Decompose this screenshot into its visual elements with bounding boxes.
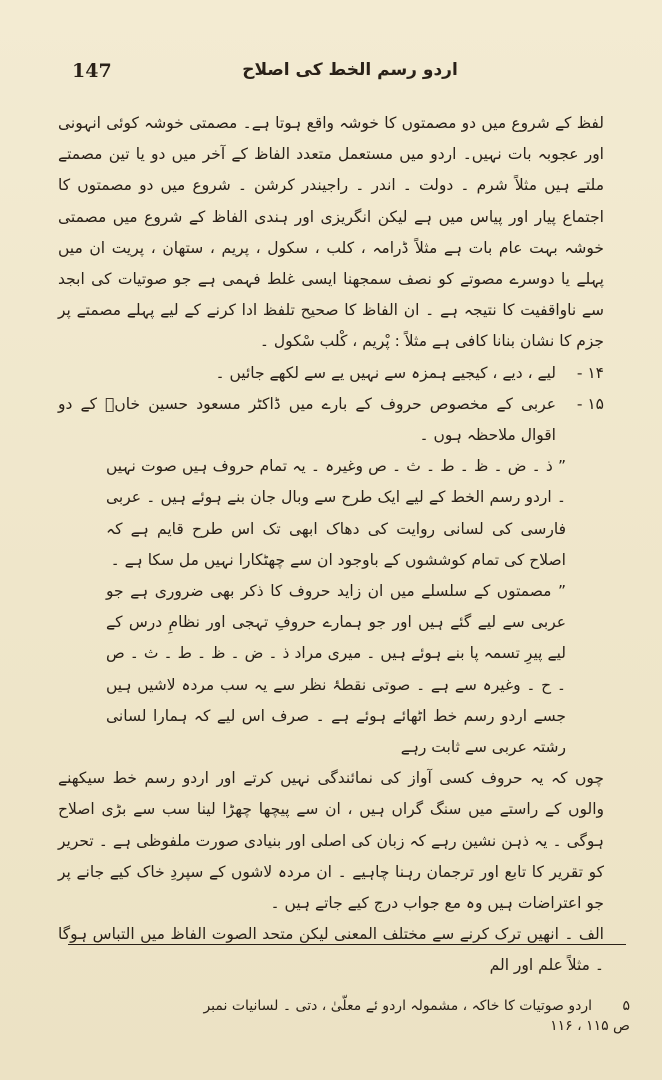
paragraph-1: لفظ کے شروع میں دو مصمتوں کا خوشہ واقع ہوتا ہے۔ مصمتی خوشہ کوئی انہونی اور عجوبہ بات نہیں۔ اردو میں مستعمل متعدد الفاظ کے آخر میں دو یا تین مصمتے ملتے ہیں مثلاً شرم ۔ دولت ۔ اندر ۔ راجیندر کرشن ۔ شروع میں دو مصمتوں کا اجتماع پیار اور پیاس میں ہے لیکن انگریزی اور ہندی الفاظ کے شروع میں مصمتی خوشہ بہت عام بات ہے مثلاً ڈرامہ ، کلب ، سکول ، پریم ، ستھان ، پریت ان میں پہلے یا دوسرے مصوتے کو نصف سمجھنا ایسی غلط فہمی ہے جو صوتیات کی ابجد سے ناواقفیت کا نتیجہ ہے ۔ ان الفاظ کا صحیح تلفظ ادا کرنے کے لیے پہلے مصمتے پر جزم کا نشان بنانا کافی ہے مثلاً : پْریم ، کْلب سْکول ۔	[58, 114, 604, 351]
quotation-2: ” مصمتوں کے سلسلے میں ان زاید حروف کا ذکر بھی ضروری ہے جو عربی سے لیے گئے ہیں اور جو ہمارے حروفِ تہجی اور نظامِ درس کے لیے پیرِ تسمہ پا بنے ہوئے ہیں ۔ میری مراد ذ ۔ ض ۔ ظ ۔ ط ۔ ث ۔ ص ۔ ح ۔ وغیرہ سے ہے ۔ صوتی نقطۂ نظر سے یہ سب مردہ لاشیں ہیں جسے اردو رسم خط اٹھائے ہوئے ہے ۔ صرف اس لیے کہ ہمارا لسانی رشتہ عربی سے ثابت رہے	[106, 582, 566, 757]
running-title: اردو رسم الخط کی اصلاح	[242, 60, 458, 80]
footnote-text: اردو صوتیات کا خاکہ ، مشمولہ اردو ئے معلّیٰ ، دتی ۔ لسانیات نمبر ص ۱۱۵ ، ۱۱۶	[203, 998, 630, 1034]
paragraph-2: چوں کہ یہ حروف کسی آواز کی نمائندگی نہیں کرتے اور اردو رسم خط سیکھنے والوں کے راستے میں سنگ گراں ہیں ، ان سے پیچھا چھڑا لینا سب سے بڑی اصلاح ہوگی ۔ یہ ذہن نشین رہے کہ زبان کی اصلی اور بنیادی صورت ملفوظی ہے ۔ تحریر کو تقریر کا تابع اور ترجمان رہنا چاہیے ۔ ان مردہ لاشوں کے سپردِ خاک کیے جانے پر جو اعتراضات ہیں وہ مع جواب درج کیے جاتے ہیں ۔	[58, 769, 604, 913]
list-number-14: ۱۴ -	[576, 363, 604, 382]
page-header	[0, 60, 662, 94]
quotation-1: ” ذ ۔ ض ۔ ظ ۔ ط ۔ ث ۔ ص وغیرہ ۔ یہ تمام حروف ہیں صوت نہیں ۔ اردو رسم الخط کے لیے ایک طرح سے وبال جان بنے ہوئے ہیں ۔ عربی فارسی کی لسانی روایت کی دھاک ابھی تک اس طرح قایم ہے کہ اصلاح کی تمام کوششوں کے باوجود ان سے چھٹکارا نہیں مل سکا ہے ۔	[106, 457, 566, 569]
list-item-15	[58, 389, 604, 451]
list-text-15: عربی کے مخصوص حروف کے بارے میں ڈاکٹر مسعود حسین خاںؔ کے دو اقوال ملاحظہ ہوں ۔	[58, 394, 556, 445]
list-item-14	[58, 358, 604, 389]
footnote-marker: ۵	[622, 998, 630, 1014]
main-text	[58, 108, 604, 982]
footnote-divider	[68, 944, 626, 945]
footnote	[190, 996, 630, 1036]
page-number: 147	[72, 60, 112, 82]
list-number-15: ۱۵ -	[576, 394, 604, 413]
list-text-14: لیے ، دیے ، کیجیے ہمزہ سے نہیں یے سے لکھے جائیں ۔	[215, 363, 556, 382]
paragraph-3: الف ۔ انھیں ترک کرنے سے مختلف المعنی لیکن متحد الصوت الفاظ میں التباس ہوگا ۔ مثلاً علم اور الم	[58, 925, 604, 975]
